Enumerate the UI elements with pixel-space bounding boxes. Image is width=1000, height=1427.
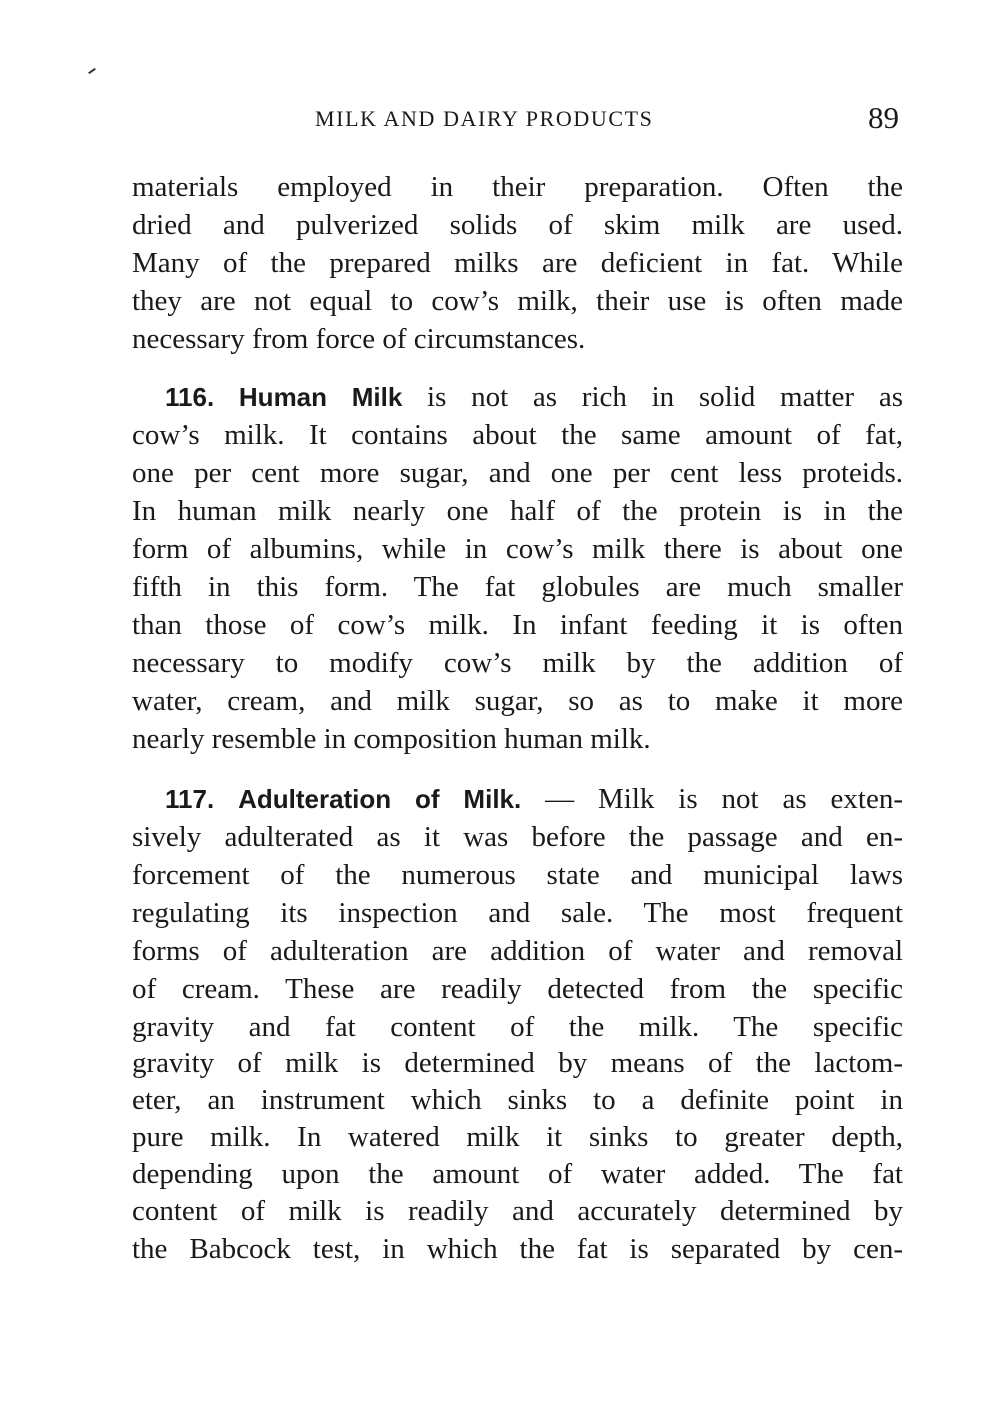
section-117-first-line — [165, 782, 903, 816]
text-line: nearly resemble in composition human milk. — [132, 723, 651, 755]
text-line: gravity and fat content of the milk. The specific — [132, 1011, 903, 1043]
text-line: form of albumins, while in cow’s milk there is about one — [132, 533, 903, 565]
text-line: of cream. These are readily detected from the specific — [132, 973, 903, 1005]
section-116-first-line — [165, 380, 903, 414]
text-line: pure milk. In watered milk it sinks to greater depth, — [132, 1121, 903, 1153]
text-line: eter, an instrument which sinks to a definite point in — [132, 1084, 903, 1116]
section-number: 116. — [165, 382, 215, 412]
text-line: one per cent more sugar, and one per cent less proteids. — [132, 457, 903, 489]
text-line: regulating its inspection and sale. The most frequent — [132, 897, 903, 929]
text-line: forcement of the numerous state and municipal laws — [132, 859, 903, 891]
text-line: they are not equal to cow’s milk, their use is often made — [132, 285, 903, 317]
text-line: gravity of milk is determined by means of the lactom- — [132, 1047, 903, 1079]
text-line: forms of adulteration are addition of water and removal — [132, 935, 903, 967]
running-title: MILK AND DAIRY PRODUCTS — [315, 106, 654, 131]
stray-mark — [88, 68, 96, 74]
text-line: Many of the prepared milks are deficient in fat. While — [132, 247, 903, 279]
text-line: necessary to modify cow’s milk by the addition of — [132, 647, 903, 679]
section-first-line-text: — Milk is not as exten- — [545, 783, 903, 815]
text-line: necessary from force of circumstances. — [132, 323, 586, 355]
text-line: depending upon the amount of water added. The fat — [132, 1158, 903, 1190]
text-line: dried and pulverized solids of skim milk are used. — [132, 209, 903, 241]
text-line: the Babcock test, in which the fat is separated by cen- — [132, 1233, 903, 1265]
section-heading: Human Milk — [238, 382, 403, 412]
text-line: content of milk is readily and accurately determined by — [132, 1195, 903, 1227]
section-number: 117. — [165, 784, 215, 814]
text-line: materials employed in their preparation. Often the — [132, 171, 903, 203]
text-line: sively adulterated as it was before the passage and en- — [132, 821, 903, 853]
text-line: fifth in this form. The fat globules are much smaller — [132, 571, 903, 603]
text-line: cow’s milk. It contains about the same amount of fat, — [132, 419, 903, 451]
text-line: In human milk nearly one half of the protein is in the — [132, 495, 903, 527]
page-number: 89 — [868, 100, 899, 135]
section-first-line-text: is not as rich in solid matter as — [427, 381, 903, 413]
text-line: than those of cow’s milk. In infant feeding it is often — [132, 609, 903, 641]
section-heading: Adulteration of Milk. — [238, 784, 522, 814]
text-line: water, cream, and milk sugar, so as to make it more — [132, 685, 903, 717]
